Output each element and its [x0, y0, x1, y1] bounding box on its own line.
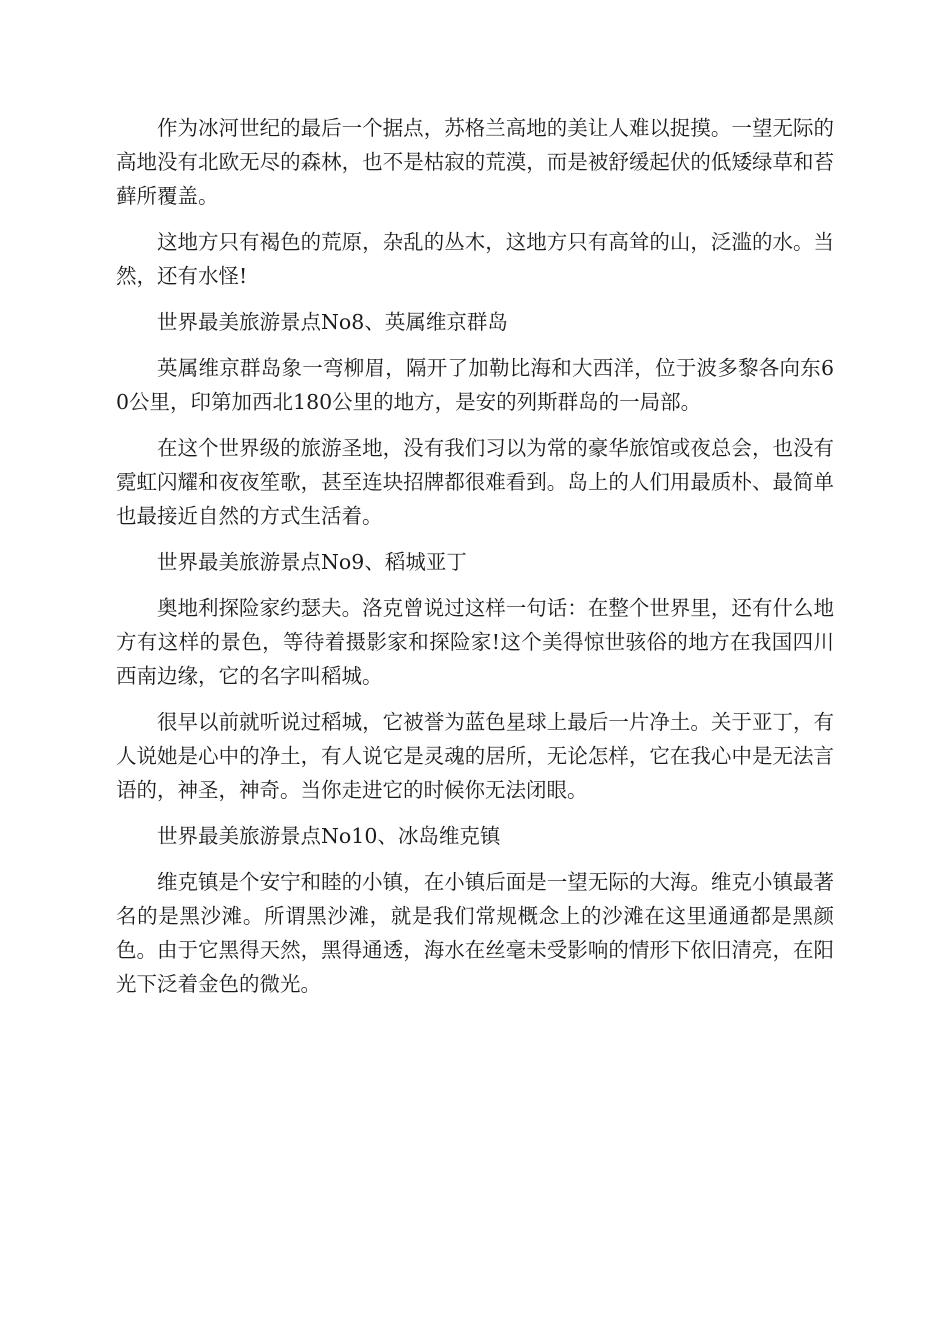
- section-heading-no9: 世界最美旅游景点No9、稻城亚丁: [157, 550, 467, 574]
- paragraph-daocheng-quote: 奥地利探险家约瑟夫。洛克曾说过这样一句话：在整个世界里，还有什么地方有这样的景色，等待着摄影家和探险家!这个美得惊世骇俗的地方在我国四川西南边缘，它的名字叫稻城。: [116, 596, 834, 688]
- section-heading-no8: 世界最美旅游景点No8、英属维京群岛: [157, 310, 508, 334]
- section-heading-no10: 世界最美旅游景点No10、冰岛维克镇: [157, 824, 501, 848]
- document-body: [116, 111, 834, 1013]
- paragraph-virgin-islands-location: 英属维京群岛象一弯柳眉，隔开了加勒比海和大西洋，位于波多黎各向东60公里，印第加西北180公里的地方，是安的列斯群岛的一局部。: [116, 356, 834, 414]
- paragraph-virgin-islands-life: 在这个世界级的旅游圣地，没有我们习以为常的豪华旅馆或夜总会，也没有霓虹闪耀和夜夜笙歌，甚至连块招牌都很难看到。岛上的人们用最质朴、最简单也最接近自然的方式生活着。: [116, 436, 834, 528]
- paragraph-daocheng-pure-land: 很早以前就听说过稻城，它被誉为蓝色星球上最后一片净土。关于亚丁，有人说她是心中的净土，有人说它是灵魂的居所，无论怎样，它在我心中是无法言语的，神圣，神奇。当你走进它的时候你无法闭眼。: [116, 710, 834, 802]
- paragraph-highlands-landscape: 这地方只有褐色的荒原，杂乱的丛木，这地方只有高耸的山，泛滥的水。当然，还有水怪!: [116, 230, 834, 288]
- paragraph-scottish-highlands: 作为冰河世纪的最后一个据点，苏格兰高地的美让人难以捉摸。一望无际的高地没有北欧无尽的森林，也不是枯寂的荒漠，而是被舒缓起伏的低矮绿草和苔藓所覆盖。: [116, 116, 834, 208]
- paragraph-vik-black-sand: 维克镇是个安宁和睦的小镇，在小镇后面是一望无际的大海。维克小镇最著名的是黑沙滩。所谓黑沙滩，就是我们常规概念上的沙滩在这里通通都是黑颜色。由于它黑得天然，黑得通透，海水在丝毫未受影响的情形下依旧清亮，在阳光下泛着金色的微光。: [116, 870, 834, 996]
